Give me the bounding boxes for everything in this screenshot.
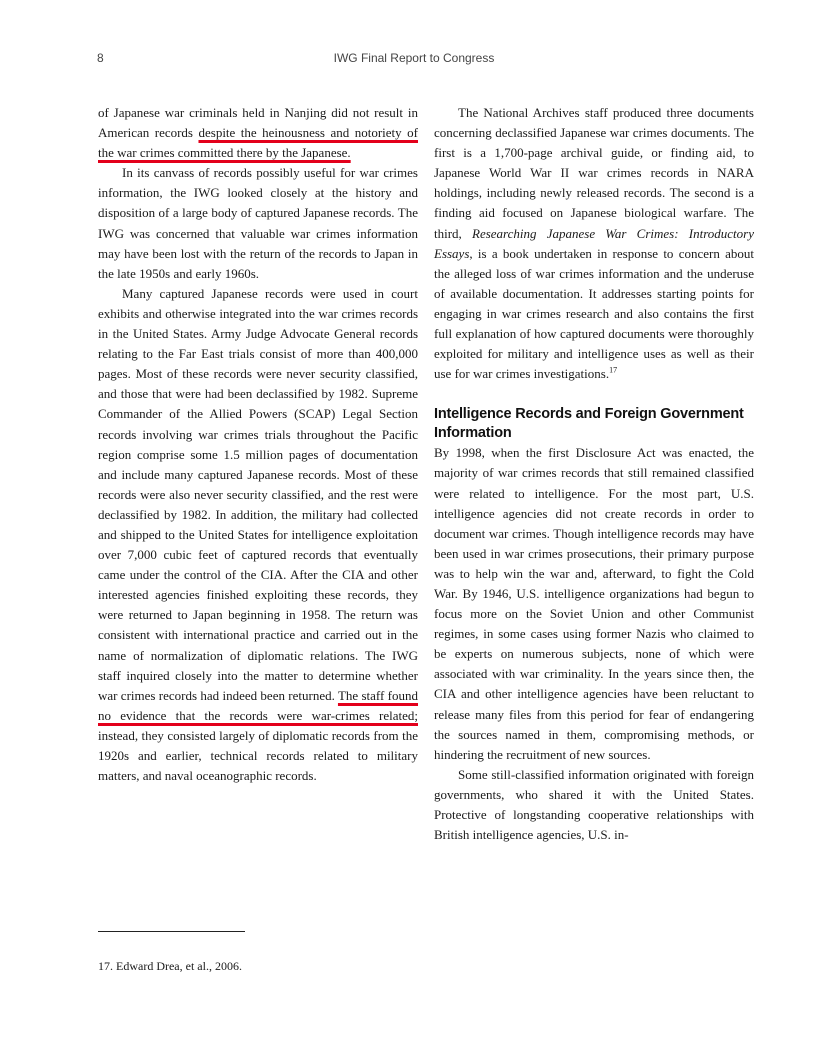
running-title: IWG Final Report to Congress [333, 51, 495, 65]
right-paragraph-3: Some still-classified information originated with foreign governments, who shared it with the United States. Protective of longstanding cooperative relationships with British intelligence agencies, U.S. in- [434, 766, 754, 843]
right-paragraph-2: By 1998, when the first Disclosure Act was enacted, the majority of war crimes records that still remained classified were related to intelligence. For the most part, U.S. intelligence agencies did not create records in order to document war crimes. Though intelligence records may have been used in war crimes prosecutions, their primary purpose was to help win the war and, afterward, to fight the Cold War. By 1946, U.S. intelligence organizations had begun to focus more on the Soviet Union and other Communist regimes, in some cases using former Nazis who claimed to be experts on numerous subjects, none of which were associated with war criminality. In the years since then, the CIA and other intelligence agencies have been reluctant to release many files from this period for fear of endangering the sources named in them, compromising methods, or hindering the recruitment of new sources. [434, 445, 754, 762]
section-heading: Intelligence Records and Foreign Government Information [434, 406, 744, 442]
left-p1-text: of Japanese war criminals held in Nanjing did not result in American records [98, 105, 418, 141]
book-title: Researching Japanese War Crimes: Introductory Essays [434, 225, 754, 261]
left-paragraph-3 [98, 284, 418, 786]
left-p3-text: Many captured Japanese records were used in court exhibits and otherwise integrated into the war crimes records in the United States. Army Judge Advocate General records relating to the Far East trials consist of more than 400,000 pages. Most of these records were never security classified, and those that were had been declassified by 1982. Supreme Commander of the Allied Powers (SCAP) Legal Section records involving war crimes trials throughout the Pacific region comprise some 1.5 million pages of documentation and include many captured Japanese records. Most of these records were also never security classified, and the rest were declassified by 1982. In addition, the military had collected and shipped to the United States for intelligence exploitation over 7,000 cubic feet of captured records that eventually came under the control of the CIA. After the CIA and other interested agencies finished exploiting these records, they were returned to Japan beginning in 1958. The return was consistent with international practice and carried out in the name of normalization of diplomatic relations. The IWG staff inquired closely into the matter to determine whether war crimes records had indeed been returned. [98, 285, 418, 703]
red-underlined-passage-2: The staff found no evidence that the records were war-crimes related; [98, 687, 419, 723]
footnote-divider [98, 931, 245, 932]
left-column [98, 103, 418, 786]
red-underlined-passage-1: despite the heinousness and notoriety of the war crimes committed there by the Japanese. [98, 125, 418, 161]
footnote-reference: 17 [609, 365, 618, 375]
right-p1-text: The National Archives staff produced three documents concerning declassified Japanese war crimes documents. The first is a 1,700-page archival guide, or finding aid, to Japanese World War II war crimes records in NARA holdings, including newly released records. The second is a finding aid focused on Japanese biological warfare. The third, [434, 105, 754, 241]
footnote: 17. Edward Drea, et al., 2006. [98, 959, 242, 973]
right-column [434, 103, 754, 845]
left-p3-text-end: instead, they consisted largely of diplomatic records from the 1920s and earlier, technical records related to military matters, and naval oceanographic records. [98, 727, 418, 784]
right-paragraph-1 [434, 103, 754, 384]
left-paragraph-1 [98, 103, 418, 163]
page-number: 8 [97, 51, 104, 65]
left-paragraph-2: In its canvass of records possibly useful for war crimes information, the IWG looked closely at the history and disposition of a large body of captured Japanese records. The IWG was concerned that valuable war crimes information may have been lost with the return of the records to Japan in the late 1950s and early 1960s. [98, 165, 418, 281]
right-p1-text-end: , is a book undertaken in response to concern about the alleged loss of war crimes information and the underuse of available documentation. It addresses starting points for engaging in war crimes research and also contains the first full explanation of how captured documents were thoroughly exploited for military and intelligence uses as well as their use for war crimes investigations. [434, 245, 754, 382]
